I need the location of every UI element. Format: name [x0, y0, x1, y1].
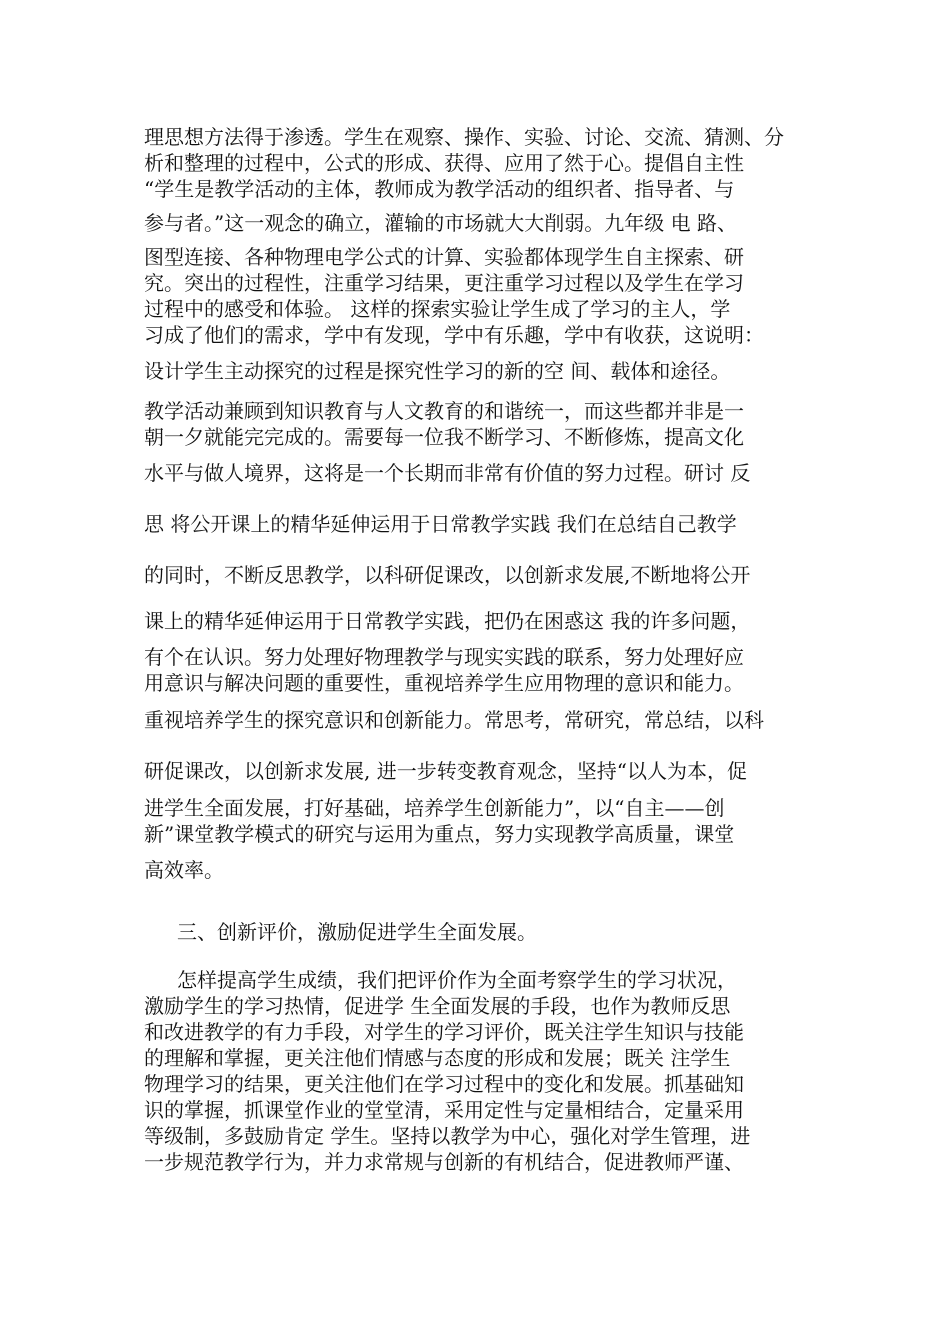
paragraph-line: 等级制，多鼓励肯定 学生。坚持以教学为中心，强化对学生管理，进	[144, 1124, 751, 1148]
paragraph-line: 参与者。”这一观念的确立，灌输的市场就大大削弱。九年级 电 路、	[144, 211, 737, 235]
paragraph-line: 思 将公开课上的精华延伸运用于日常教学实践 我们在总结自己教学	[144, 512, 737, 536]
paragraph-line: 图型连接、各种物理电学公式的计算、实验都体现学生自主探索、研	[144, 245, 744, 269]
paragraph-line: 激励学生的学习热情，促进学 生全面发展的手段，也作为教师反思	[144, 994, 731, 1018]
paragraph-line: 究。突出的过程性，注重学习结果，更注重学习过程以及学生在学习	[144, 271, 744, 295]
paragraph-line: 的理解和掌握，更关注他们情感与态度的形成和发展；既关 注学生	[144, 1046, 731, 1070]
paragraph-line: 识的掌握，抓课堂作业的堂堂清，采用定性与定量相结合，定量采用	[144, 1098, 744, 1122]
paragraph-line: 水平与做人境界，这将是一个长期而非常有价值的努力过程。研讨 反	[144, 461, 751, 485]
paragraph-line: 教学活动兼顾到知识教育与人文教育的和谐统一，而这些都并非是一	[144, 399, 744, 423]
paragraph-line: 过程中的感受和体验。 这样的探索实验让学生成了学习的主人，学	[144, 297, 731, 321]
paragraph-line: 析和整理的过程中，公式的形成、获得、应用了然于心。提倡自主性	[144, 151, 744, 175]
paragraph-line: 课上的精华延伸运用于日常教学实践，把仍在困惑这 我的许多问题，	[144, 609, 751, 633]
paragraph-line: 和改进教学的有力手段，对学生的学习评价，既关注学生知识与技能	[144, 1020, 744, 1044]
paragraph-line: 物理学习的结果，更关注他们在学习过程中的变化和发展。抓基础知	[144, 1072, 744, 1096]
paragraph-line: 一步规范教学行为，并力求常规与创新的有机结合，促进教师严谨、	[144, 1150, 744, 1174]
paragraph-line: 进学生全面发展，打好基础，培养学生创新能力”，以“自主——创	[144, 796, 725, 820]
paragraph-line: 新”课堂教学模式的研究与运用为重点，努力实现教学高质量，课堂	[144, 822, 735, 846]
paragraph-line: 有个在认识。努力处理好物理教学与现实实践的联系，努力处理好应	[144, 645, 744, 669]
paragraph-line: 高效率。	[144, 858, 224, 882]
paragraph-line: 理思想方法得于渗透。学生在观察、操作、实验、讨论、交流、猜测、分	[144, 125, 784, 149]
paragraph-line: 设计学生主动探究的过程是探究性学习的新的空 间、载体和途径。	[144, 359, 731, 383]
paragraph-line: 习成了他们的需求，学中有发现，学中有乐趣，学中有收获，这说明：	[144, 323, 764, 347]
paragraph-line: 研促课改，以创新求发展, 进一步转变教育观念，坚持“以人为本，促	[144, 759, 747, 783]
paragraph-line: “学生是教学活动的主体，教师成为教学活动的组织者、指导者、与	[144, 177, 735, 201]
paragraph-line: 重视培养学生的探究意识和创新能力。常思考，常研究，常总结，以科	[144, 708, 764, 732]
paragraph-line: 怎样提高学生成绩，我们把评价作为全面考察学生的学习状况，	[177, 968, 737, 992]
paragraph-line: 的同时，不断反思教学，以科研促课改，以创新求发展,不断地将公开	[144, 563, 751, 587]
paragraph-line: 用意识与解决问题的重要性，重视培养学生应用物理的意识和能力。	[144, 671, 744, 695]
paragraph-line: 朝一夕就能完完成的。需要每一位我不断学习、不断修炼，提高文化	[144, 425, 744, 449]
section-heading: 三、创新评价，激励促进学生全面发展。	[177, 920, 537, 944]
